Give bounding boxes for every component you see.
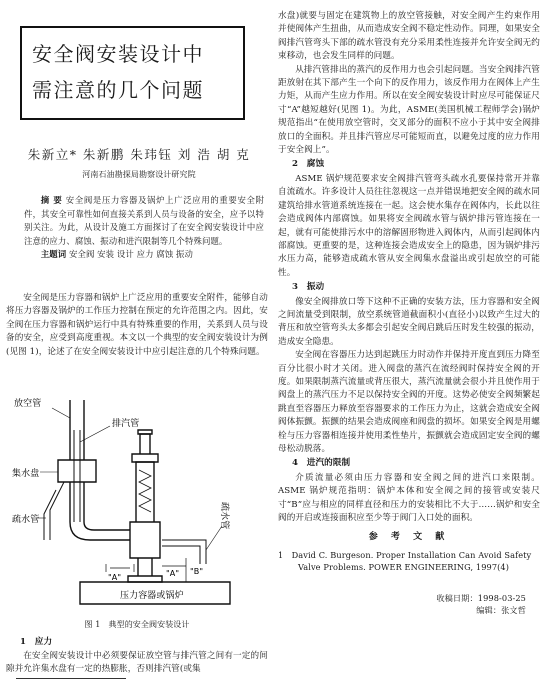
footnote-rule bbox=[16, 678, 126, 679]
label-a-2: "A" bbox=[166, 569, 180, 578]
right-paragraph-6: 介质流量必须由压力容器和安全阀之间的进汽口来限制。ASME 锅炉规范指明：锅炉本体和安全阀之间的接管或安装尺寸“B”应与相应的同样直径和压力的安装相比不大于……锅炉和安全阀的开启或连接面积应至少等于阀门入口处的面积。 bbox=[278, 472, 540, 524]
keywords-text: 安全阀 安装 设计 应力 腐蚀 振动 bbox=[69, 249, 193, 260]
right-column bbox=[278, 10, 540, 617]
authors: 朱新立* 朱新鹏 朱玮钰 刘 浩 胡 克 bbox=[27, 147, 251, 162]
valve-body-shape bbox=[130, 522, 160, 558]
right-paragraph-4: 像安全阀排放口等下这种不正确的安装方法，压力容器和安全阀之间流量受到限制，放空系统管道截面积小(直径小)以致产生过大的背压和放空管弯头太多都会引起安全阀启跳后压时发生较强的振动，造成安全隐患。 bbox=[278, 296, 540, 347]
keywords-label: 主题词 bbox=[40, 249, 67, 260]
right-paragraph-3: ASME 锅炉规范要求安全阀排汽管弯头疏水孔要保持常开并靠自流疏水。许多设计人员往往忽视这一点并错误地把安全阀的疏水同建筑给排水管道系统连接在一起。这会使水集存在阀体内，长此以往会造成阀体内部腐蚀。如果将安全阀疏水管与锅炉排污管连接在一起，就有可能使排污水中的溶解固形物进入阀体内，从而引起阀体内部腐蚀。更重要的是，这种连接会造成安全上的隐患，因为锅炉排污水压力高，能够造成疏水管从安全阀集水盘溢出或引起放空的可能性。 bbox=[278, 173, 540, 278]
label-exhaust-pipe: 排汽管 bbox=[112, 419, 140, 429]
right-paragraph-1: 水盘)就要与固定在建筑物上的放空管接触，对安全阀产生约束作用并使阀体产生扭曲，从而造成安全阀不稳定性动作。同理，如果安全阀排汽管弯头下部的疏水管没有充分采用柔性连接并允许安全阀无约束移动，也会发生同样的问题。 bbox=[278, 11, 540, 62]
intro-section bbox=[6, 292, 268, 359]
abstract-block bbox=[24, 194, 264, 262]
left-column bbox=[6, 0, 268, 688]
section-1-body bbox=[6, 650, 268, 677]
received-date: 收稿日期：1998-03-25 bbox=[436, 593, 526, 604]
title-line-2: 需注意的几个问题 bbox=[32, 78, 204, 102]
article-title bbox=[32, 36, 238, 108]
keywords bbox=[24, 248, 264, 262]
water-tray-shape bbox=[58, 460, 96, 482]
title-box bbox=[20, 26, 245, 120]
affiliation: 河南石油勘探局勘察设计研究院 bbox=[82, 170, 196, 179]
references-title: 参 考 文 献 bbox=[368, 532, 450, 543]
abstract bbox=[24, 194, 264, 248]
figure-1 bbox=[10, 390, 266, 616]
safety-valve-diagram bbox=[10, 390, 266, 616]
valve-bonnet-shape bbox=[136, 462, 154, 522]
figure-caption: 图 1 典型的安全阀安装设计 bbox=[84, 620, 190, 629]
label-vessel: 压力容器或锅炉 bbox=[120, 591, 184, 601]
label-drain-pipe-right: 疏水管 bbox=[219, 502, 229, 530]
abstract-text: 安全阀是压力容器及锅炉上广泛应用的重要安全附件，其安全可靠性如何直接关系到人员与设备的安全，应予以特别关注。为此，从设计及施工方面探讨了在安全阀安装设计中应注意的应力、腐蚀、振动和进汽限制等几个特殊问题。 bbox=[24, 195, 265, 246]
label-water-tray: 集水盘 bbox=[12, 469, 40, 479]
section-3-heading: 3 振动 bbox=[292, 282, 325, 293]
right-paragraph-5: 安全阀在容器压力达到起跳压力时动作并保持开度直到压力降至百分比很小时才关闭。进入阀盘的蒸汽在流经阀时保持安全阀的开度。如果限制蒸汽流量或背压很大，蒸汽流量就会很小并且使作用于阀盘上的蒸汽压力不足以保持安全阀的开度。这势必使安全阀频繁起跳直至容器压力释放至容器要求的工作压力为止，这就会造成安全阀阀体振颤。振颤的结果会造成阀座和阀盘的损坏。如果安全阀是用螺栓与压力容器相连接并使用柔性垫片，振颤就会造成固定安全阀的螺母松动脱落。 bbox=[278, 350, 540, 454]
section-2-heading: 2 腐蚀 bbox=[292, 159, 325, 170]
section-1-paragraph: 在安全阀安装设计中必须要保证放空管与排汽管之间有一定的间隙并允许集水盘有一定的热膨胀，否则排汽管(或集 bbox=[6, 651, 268, 675]
label-vent-pipe: 放空管 bbox=[14, 399, 42, 409]
vent-pipe-shape bbox=[70, 400, 84, 460]
label-a-1: "A" bbox=[108, 573, 122, 582]
section-4-heading: 4 进汽的限制 bbox=[292, 458, 351, 469]
intro-paragraph: 安全阀是压力容器和锅炉上广泛应用的重要安全附件，能够自动将压力容器及锅炉的工作压力控制在预定的允许范围之内。因此，安全阀在压力容器和锅炉运行中具有特殊重要的作用，关系到人员与设备的安全，应受到高度重视。本文以一个典型的安全阀安装设计为例(见图 1)，论述了在安全阀安装设计中应引起注意的几个特殊问题。 bbox=[6, 293, 268, 357]
received-editor bbox=[278, 592, 540, 617]
label-b: "B" bbox=[190, 567, 204, 576]
reference-1: 1 David C. Burgeson. Proper Installation Can Avoid Safety Valve Problems. POWER ENGINEERING, 1997(4) bbox=[278, 549, 532, 573]
editor: 编辑：张文哲 bbox=[476, 605, 526, 616]
label-drain-pipe: 疏水管 bbox=[12, 515, 40, 525]
title-line-1: 安全阀安装设计中 bbox=[32, 42, 204, 66]
section-1-heading: 1 应力 bbox=[20, 637, 53, 647]
abstract-label: 摘 要 bbox=[40, 195, 63, 205]
right-paragraph-2: 从排汽管排出的蒸汽的反作用力也会引起问题。当安全阀排汽管距放射在其下部产生一个向下的反作用力，该反作用力在阀体上产生力矩，从而产生应力作用。所以在安全阀安装设计时应尽可能保证尺寸“A”越短越好(见图 1)。为此，ASME(美国机械工程师学会)锅炉规范指出“在使用放空管时，交叉部分的面积不应小于其中安全阀排放口的全面积。并且排汽管应尽可能短而直，以避免过度的应力作用于安全阀上”。 bbox=[278, 64, 540, 156]
